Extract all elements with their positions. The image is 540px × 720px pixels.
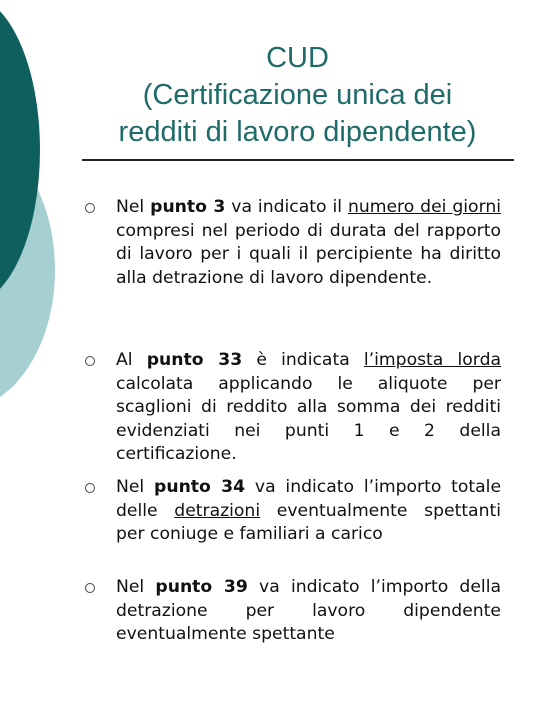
title-line-3: redditi di lavoro dipendente) xyxy=(118,116,477,148)
text-run: eventualmente spettanti per coniuge e familiari a carico xyxy=(116,500,501,544)
decorative-side-shapes xyxy=(0,0,90,420)
text-run: Nel xyxy=(116,577,156,597)
underlined-run: numero dei giorni xyxy=(347,197,501,217)
bold-run: punto 3 xyxy=(150,197,226,217)
bullet-item-punto-33 xyxy=(85,349,501,467)
bullet-item-punto-3 xyxy=(85,196,501,290)
text-run: va indicato il xyxy=(225,197,348,217)
text-run: Nel xyxy=(116,197,151,217)
text-run: calcolata applicando le aliquote per scaglioni di reddito alla somma dei redditi evidenziati nei punti 1 e 2 della certificazione. xyxy=(116,373,501,464)
title-line-2: (Certificazione unica dei xyxy=(142,79,453,111)
text-run: è indicata xyxy=(242,350,364,370)
text-run: va indicato l’importo totale delle xyxy=(116,477,502,521)
text-run: Nel xyxy=(116,477,155,497)
bullet-text xyxy=(116,476,501,547)
underlined-run: detrazioni xyxy=(174,500,261,521)
bold-run: punto 33 xyxy=(146,350,243,370)
bullet-text xyxy=(116,576,501,647)
bullet-circle-icon xyxy=(85,203,95,213)
underlined-run: l’imposta lorda xyxy=(363,350,502,370)
bold-run: punto 39 xyxy=(155,577,248,597)
text-run: va indicato l’importo della detrazione per lavoro dipendente eventualmente spettante xyxy=(116,577,501,644)
bullet-item-punto-34 xyxy=(85,476,501,547)
bullet-text xyxy=(116,349,501,467)
bullet-text xyxy=(116,196,501,290)
bullet-circle-icon xyxy=(85,583,95,593)
title-divider xyxy=(82,159,514,161)
bullet-circle-icon xyxy=(85,356,95,366)
slide-title xyxy=(80,40,515,151)
text-run: compresi nel periodo di durata del rapporto di lavoro per i quali il percipiente ha diritto alla detrazione di lavoro dipendente. xyxy=(116,220,501,288)
bullet-circle-icon xyxy=(85,483,95,493)
title-line-1: CUD xyxy=(266,42,329,74)
text-run: Al xyxy=(116,350,147,370)
bullet-item-punto-39 xyxy=(85,576,501,647)
bold-run: punto 34 xyxy=(154,477,246,497)
